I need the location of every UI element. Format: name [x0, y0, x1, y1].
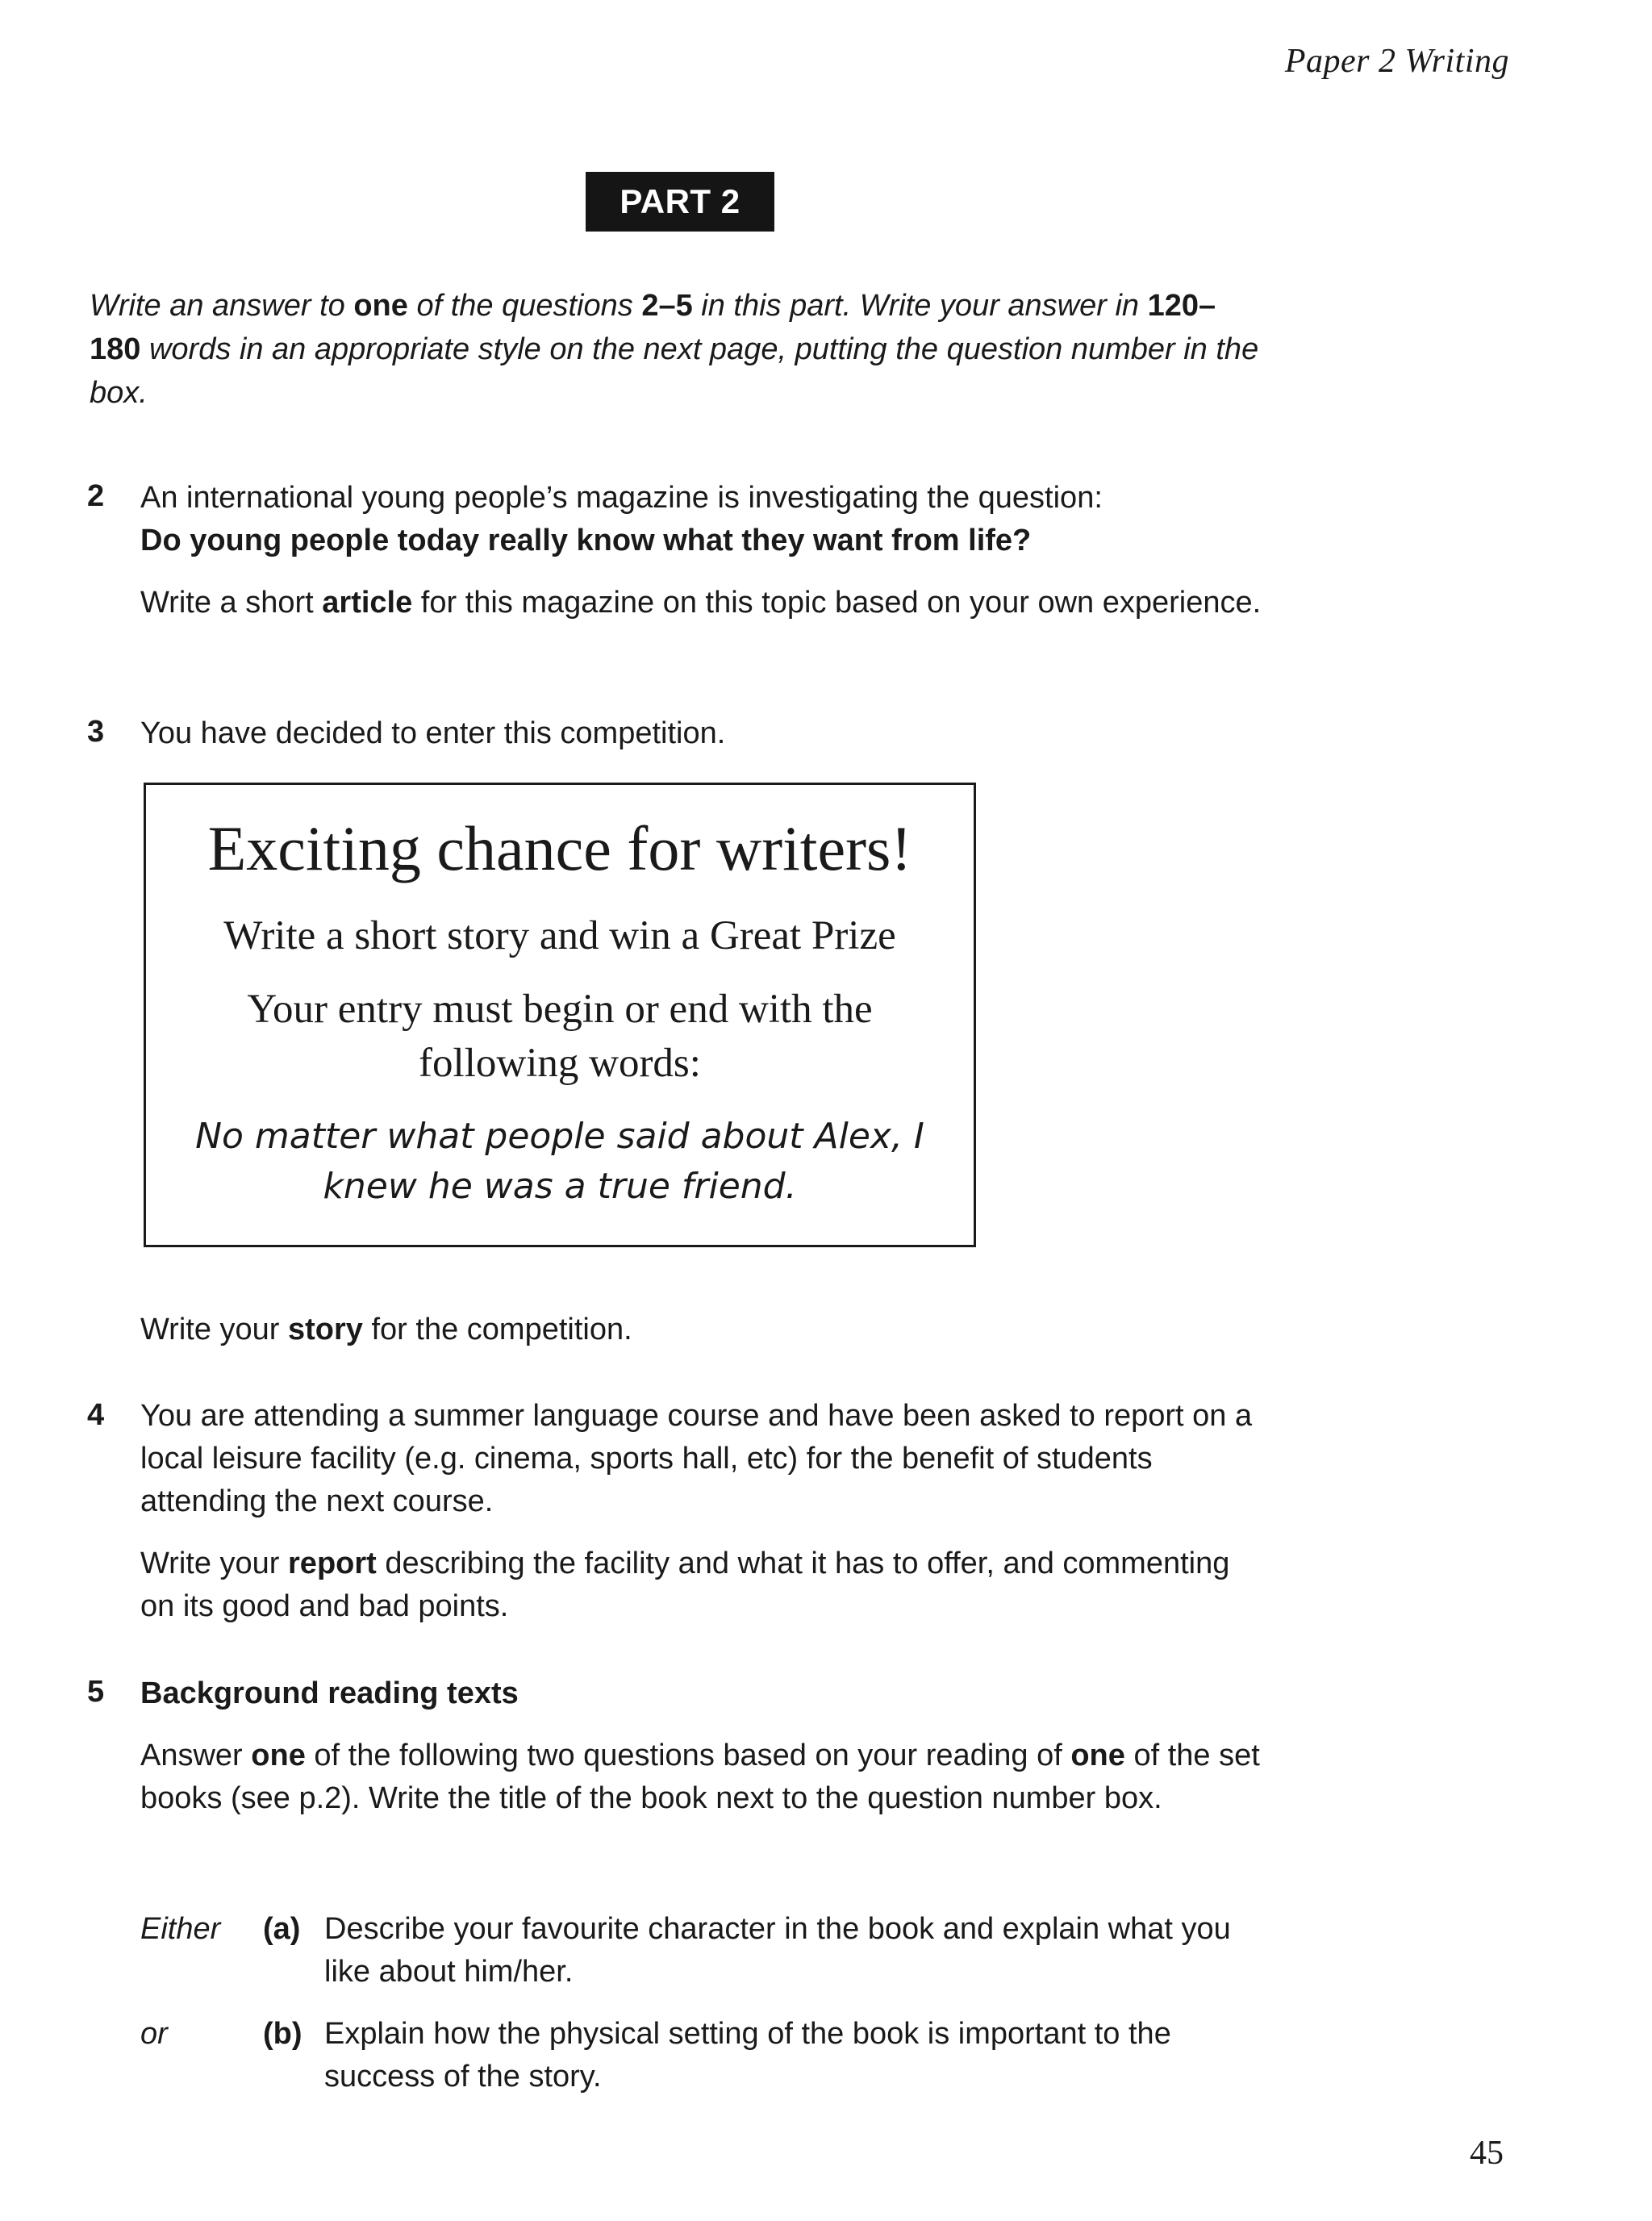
question-number-2: 2 — [87, 479, 105, 513]
competition-quote: No matter what people said about Alex, I knew he was a true friend. — [195, 1116, 924, 1207]
q2-task — [140, 582, 1286, 624]
q3-task-bold: story — [288, 1313, 363, 1346]
q5-bold: one — [1070, 1739, 1125, 1772]
running-head: Paper 2 Writing — [1284, 43, 1509, 80]
q2-question: Do young people today really know what they want from life? — [140, 524, 1032, 557]
competition-line: Write a short story and win a Great Prize — [223, 913, 896, 958]
q3-task-text: for the competition. — [362, 1313, 632, 1346]
instructions-text: Write an answer to — [90, 289, 354, 323]
q2-task-text: Write a short — [140, 586, 323, 620]
q2-task-bold: article — [322, 586, 413, 620]
q5-text: of the set books (see p.2). Write the title of the book next to the question number box. — [140, 1739, 1260, 1815]
competition-line: Your entry must begin or end with the following words: — [247, 987, 873, 1086]
instructions-text: in this part. Write your answer in — [692, 289, 1148, 323]
page-number: 45 — [1470, 2135, 1504, 2172]
question-2 — [140, 477, 1286, 624]
q4-intro: You are attending a summer language course and have been asked to report on a local leisure facility (e.g. cinema, sports hall, etc) for the benefit of students attending the next course. — [140, 1399, 1253, 1518]
question-4 — [140, 1395, 1270, 1628]
question-3-task — [140, 1309, 1286, 1351]
question-3-intro — [140, 712, 1286, 755]
q5-title: Background reading texts — [140, 1676, 519, 1710]
question-number-3: 3 — [87, 715, 105, 749]
q4-task-text: describing the facility and what it has to offer, and commenting on its good and bad points. — [140, 1547, 1230, 1623]
question-5 — [140, 1672, 1286, 1820]
q5-text: of the following two questions based on your reading of — [305, 1739, 1071, 1772]
instructions-bold: one — [353, 289, 408, 323]
instructions-bold: 120–180 — [90, 289, 1216, 366]
q3-task-text: Write your — [140, 1313, 289, 1346]
option-b-word: or — [140, 2017, 168, 2051]
competition-box — [144, 783, 976, 1247]
option-a-text: Describe your favourite character in the book and explain what you like about him/her. — [324, 1912, 1231, 1989]
question-number-5: 5 — [87, 1675, 105, 1709]
instructions-text: of the questions — [407, 289, 642, 323]
option-a-letter: (a) — [263, 1912, 301, 1946]
q2-intro: An international young people’s magazine is investigating the question: — [140, 481, 1103, 515]
instructions — [90, 284, 1259, 415]
q4-task-bold: report — [288, 1547, 377, 1580]
option-b-text: Explain how the physical setting of the book is important to the success of the story. — [324, 2017, 1171, 2094]
part-banner: PART 2 — [586, 172, 774, 232]
q3-task — [140, 1309, 1286, 1351]
question-number-4: 4 — [87, 1398, 105, 1432]
instructions-text: words in an appropriate style on the next page, putting the question number in the box. — [90, 332, 1259, 410]
q5-instructions — [140, 1735, 1286, 1820]
q4-task-text: Write your — [140, 1547, 289, 1580]
q5-bold: one — [251, 1739, 306, 1772]
q3-intro: You have decided to enter this competition. — [140, 716, 726, 750]
q5-text: Answer — [140, 1739, 252, 1772]
q2-task-text: for this magazine on this topic based on your own experience. — [412, 586, 1262, 620]
instructions-bold: 2–5 — [641, 289, 693, 323]
option-b-letter: (b) — [263, 2017, 302, 2051]
option-a-word: Either — [140, 1912, 221, 1946]
q4-task — [140, 1543, 1270, 1628]
competition-headline: Exciting chance for writers! — [207, 813, 912, 883]
